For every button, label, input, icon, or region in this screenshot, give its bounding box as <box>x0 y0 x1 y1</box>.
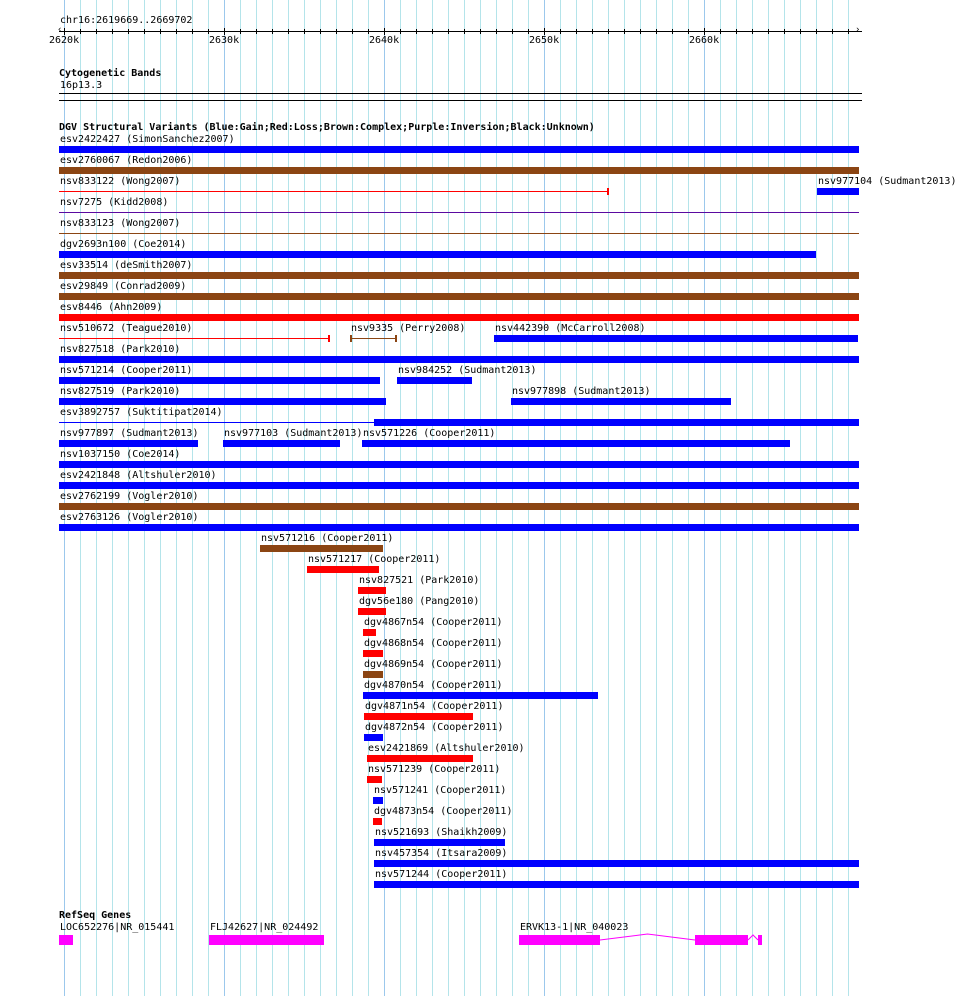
ruler-tick <box>64 28 65 35</box>
variant-bar[interactable] <box>59 482 859 489</box>
ruler-axis[interactable] <box>59 31 862 32</box>
cytoband-top-border <box>59 93 862 94</box>
ruler-tick <box>304 29 305 34</box>
ruler-tick <box>480 29 481 34</box>
refseq-track-title: RefSeq Genes <box>59 910 132 921</box>
variant-bar[interactable] <box>397 377 472 384</box>
ruler-tick-label: 2630k <box>209 35 240 46</box>
variant-bar[interactable] <box>374 881 859 888</box>
gene-exon[interactable] <box>209 935 324 945</box>
ruler-tick <box>640 29 641 34</box>
ruler-tick <box>560 29 561 34</box>
variant-label[interactable]: dgv4870n54 (Cooper2011) <box>364 680 503 691</box>
gene-label[interactable]: ERVK13-1|NR_040023 <box>520 922 629 933</box>
ruler-tick <box>528 29 529 34</box>
ruler-tick <box>352 29 353 34</box>
variant-bar[interactable] <box>363 650 383 657</box>
variant-label[interactable]: nsv571226 (Cooper2011) <box>363 428 496 439</box>
cytoband-bottom-border <box>59 100 862 101</box>
variant-label[interactable]: dgv4867n54 (Cooper2011) <box>364 617 503 628</box>
variant-line[interactable] <box>350 338 397 339</box>
ruler-tick <box>736 29 737 34</box>
gene-exon[interactable] <box>695 935 748 945</box>
variant-bar[interactable] <box>363 692 598 699</box>
variant-bar[interactable] <box>511 398 731 405</box>
variant-line[interactable] <box>59 233 859 234</box>
gene-exon[interactable] <box>519 935 600 945</box>
variant-label[interactable]: esv2762199 (Vogler2010) <box>60 491 199 502</box>
variant-label[interactable]: esv29849 (Conrad2009) <box>60 281 187 292</box>
variant-label[interactable]: nsv977898 (Sudmant2013) <box>512 386 651 397</box>
ruler-tick <box>400 29 401 34</box>
dgv-track-title: DGV Structural Variants (Blue:Gain;Red:Loss;Brown:Complex;Purple:Inversion;Black:Unknown) <box>59 122 595 133</box>
variant-bar[interactable] <box>223 440 340 447</box>
ruler-tick <box>192 29 193 34</box>
variant-bar[interactable] <box>362 440 790 447</box>
variant-line[interactable] <box>59 191 609 192</box>
variant-label[interactable]: nsv833123 (Wong2007) <box>60 218 181 229</box>
variant-bar[interactable] <box>59 440 198 447</box>
variant-label[interactable]: nsv457354 (Itsara2009) <box>375 848 508 859</box>
ruler-tick <box>384 28 385 35</box>
variant-label[interactable]: nsv9335 (Perry2008) <box>351 323 466 334</box>
variant-label[interactable]: esv2422427 (SimonSanchez2007) <box>60 134 235 145</box>
variant-bar[interactable] <box>59 251 816 258</box>
variant-label[interactable]: nsv571239 (Cooper2011) <box>368 764 501 775</box>
ruler-tick <box>128 29 129 34</box>
variant-label[interactable]: nsv571217 (Cooper2011) <box>308 554 441 565</box>
ruler-tick <box>416 29 417 34</box>
variant-label[interactable]: nsv984252 (Sudmant2013) <box>398 365 537 376</box>
variant-bar[interactable] <box>364 734 383 741</box>
gene-intron <box>748 929 758 941</box>
ruler-tick <box>832 29 833 34</box>
ruler-tick <box>240 29 241 34</box>
gene-label[interactable]: FLJ42627|NR_024492 <box>210 922 319 933</box>
variant-label[interactable]: dgv4872n54 (Cooper2011) <box>365 722 504 733</box>
variant-label[interactable]: nsv571216 (Cooper2011) <box>261 533 394 544</box>
variant-end-cap <box>395 335 397 342</box>
variant-label[interactable]: nsv827518 (Park2010) <box>60 344 181 355</box>
ruler-tick <box>160 29 161 34</box>
ruler-tick <box>576 29 577 34</box>
ruler-tick <box>848 29 849 34</box>
variant-bar[interactable] <box>59 272 859 279</box>
variant-bar[interactable] <box>260 545 383 552</box>
variant-label[interactable]: nsv7275 (Kidd2008) <box>60 197 169 208</box>
ruler-tick <box>464 29 465 34</box>
variant-label[interactable]: nsv827519 (Park2010) <box>60 386 181 397</box>
variant-label[interactable]: dgv4868n54 (Cooper2011) <box>364 638 503 649</box>
ruler-tick <box>800 29 801 34</box>
ruler-tick <box>608 29 609 34</box>
variant-label[interactable]: dgv4869n54 (Cooper2011) <box>364 659 503 670</box>
ruler-tick-label: 2650k <box>529 35 560 46</box>
ruler-tick <box>176 29 177 34</box>
variant-bar[interactable] <box>59 314 859 321</box>
ruler-tick <box>512 29 513 34</box>
gene-exon[interactable] <box>59 935 73 945</box>
variant-label[interactable]: nsv571214 (Cooper2011) <box>60 365 193 376</box>
ruler-tick <box>656 29 657 34</box>
gene-intron <box>600 929 695 941</box>
variant-label[interactable]: esv2421848 (Altshuler2010) <box>60 470 217 481</box>
ruler-tick <box>336 29 337 34</box>
variant-bar[interactable] <box>59 461 859 468</box>
variant-bar[interactable] <box>373 797 383 804</box>
variant-label[interactable]: esv2763126 (Vogler2010) <box>60 512 199 523</box>
scroll-left-arrow-icon[interactable]: ‹ <box>57 25 63 35</box>
variant-label[interactable]: dgv2693n100 (Coe2014) <box>60 239 187 250</box>
ruler-tick <box>688 29 689 34</box>
ruler-tick-label: 2620k <box>49 35 80 46</box>
variant-label[interactable]: esv33514 (deSmith2007) <box>60 260 193 271</box>
variant-label[interactable]: nsv571241 (Cooper2011) <box>374 785 507 796</box>
ruler-tick <box>592 29 593 34</box>
cytoband-track-title: Cytogenetic Bands <box>59 68 162 79</box>
ruler-tick <box>288 29 289 34</box>
ruler-tick <box>720 29 721 34</box>
variant-label[interactable]: nsv833122 (Wong2007) <box>60 176 181 187</box>
variant-label[interactable]: nsv977897 (Sudmant2013) <box>60 428 199 439</box>
ruler-tick <box>432 29 433 34</box>
ruler-tick <box>672 29 673 34</box>
variant-line[interactable] <box>59 338 330 339</box>
variant-bar[interactable] <box>367 755 473 762</box>
variant-label[interactable]: dgv56e180 (Pang2010) <box>359 596 480 607</box>
variant-end-cap <box>328 335 330 342</box>
ruler-tick <box>256 29 257 34</box>
variant-line[interactable] <box>59 422 374 423</box>
ruler-tick <box>224 28 225 35</box>
variant-bar[interactable] <box>363 671 383 678</box>
variant-bar[interactable] <box>373 818 382 825</box>
variant-label[interactable]: nsv827521 (Park2010) <box>359 575 480 586</box>
ruler-tick <box>96 29 97 34</box>
ruler-tick <box>144 29 145 34</box>
gene-exon[interactable] <box>758 935 762 945</box>
variant-bar[interactable] <box>374 839 505 846</box>
variant-bar[interactable] <box>59 293 859 300</box>
variant-line[interactable] <box>59 212 859 213</box>
variant-label[interactable]: dgv4871n54 (Cooper2011) <box>365 701 504 712</box>
variant-start-cap <box>350 335 352 342</box>
variant-label[interactable]: esv2421869 (Altshuler2010) <box>368 743 525 754</box>
variant-label[interactable]: nsv442390 (McCarroll2008) <box>495 323 646 334</box>
variant-bar[interactable] <box>358 587 386 594</box>
ruler-tick <box>544 28 545 35</box>
variant-label[interactable]: dgv4873n54 (Cooper2011) <box>374 806 513 817</box>
ruler-tick <box>272 29 273 34</box>
variant-label[interactable]: esv3892757 (Suktitipat2014) <box>60 407 223 418</box>
ruler-tick <box>496 29 497 34</box>
variant-bar[interactable] <box>59 524 859 531</box>
variant-label[interactable]: nsv1037150 (Coe2014) <box>60 449 181 460</box>
variant-bar[interactable] <box>59 398 386 405</box>
variant-label[interactable]: esv2760067 (Redon2006) <box>60 155 193 166</box>
variant-bar[interactable] <box>59 356 859 363</box>
ruler-tick <box>320 29 321 34</box>
ruler-tick <box>624 29 625 34</box>
variant-label[interactable]: esv8446 (Ahn2009) <box>60 302 163 313</box>
position-label: chr16:2619669..2669702 <box>60 15 193 26</box>
gene-label[interactable]: LOC652276|NR_015441 <box>60 922 175 933</box>
ruler-tick-label: 2640k <box>369 35 400 46</box>
variant-bar[interactable] <box>363 629 376 636</box>
ruler-tick <box>112 29 113 34</box>
variant-label[interactable]: nsv571244 (Cooper2011) <box>375 869 508 880</box>
variant-label[interactable]: nsv521693 (Shaikh2009) <box>375 827 508 838</box>
variant-bar[interactable] <box>374 419 859 426</box>
variant-label[interactable]: nsv977104 (Sudmant2013) <box>818 176 956 187</box>
variant-bar[interactable] <box>307 566 379 573</box>
variant-bar[interactable] <box>59 146 859 153</box>
variant-bar[interactable] <box>364 713 473 720</box>
variant-bar[interactable] <box>494 335 858 342</box>
ruler-tick-label: 2660k <box>689 35 720 46</box>
variant-label[interactable]: nsv977103 (Sudmant2013) <box>224 428 363 439</box>
ruler-tick <box>448 29 449 34</box>
ruler-tick <box>208 29 209 34</box>
variant-label[interactable]: nsv510672 (Teague2010) <box>60 323 193 334</box>
variant-bar[interactable] <box>817 188 859 195</box>
ruler-tick <box>80 29 81 34</box>
variant-bar[interactable] <box>374 860 859 867</box>
variant-bar[interactable] <box>59 377 380 384</box>
ruler-tick <box>816 29 817 34</box>
ruler-tick <box>368 29 369 34</box>
variant-bar[interactable] <box>358 608 386 615</box>
variant-bar[interactable] <box>59 167 859 174</box>
cytoband-label: 16p13.3 <box>60 80 103 91</box>
ruler-tick <box>768 29 769 34</box>
variant-bar[interactable] <box>59 503 859 510</box>
ruler-tick <box>704 28 705 35</box>
ruler-tick <box>752 29 753 34</box>
variant-bar[interactable] <box>367 776 382 783</box>
scroll-right-arrow-icon[interactable]: › <box>855 25 861 35</box>
variant-end-cap <box>607 188 609 195</box>
ruler-tick <box>784 29 785 34</box>
